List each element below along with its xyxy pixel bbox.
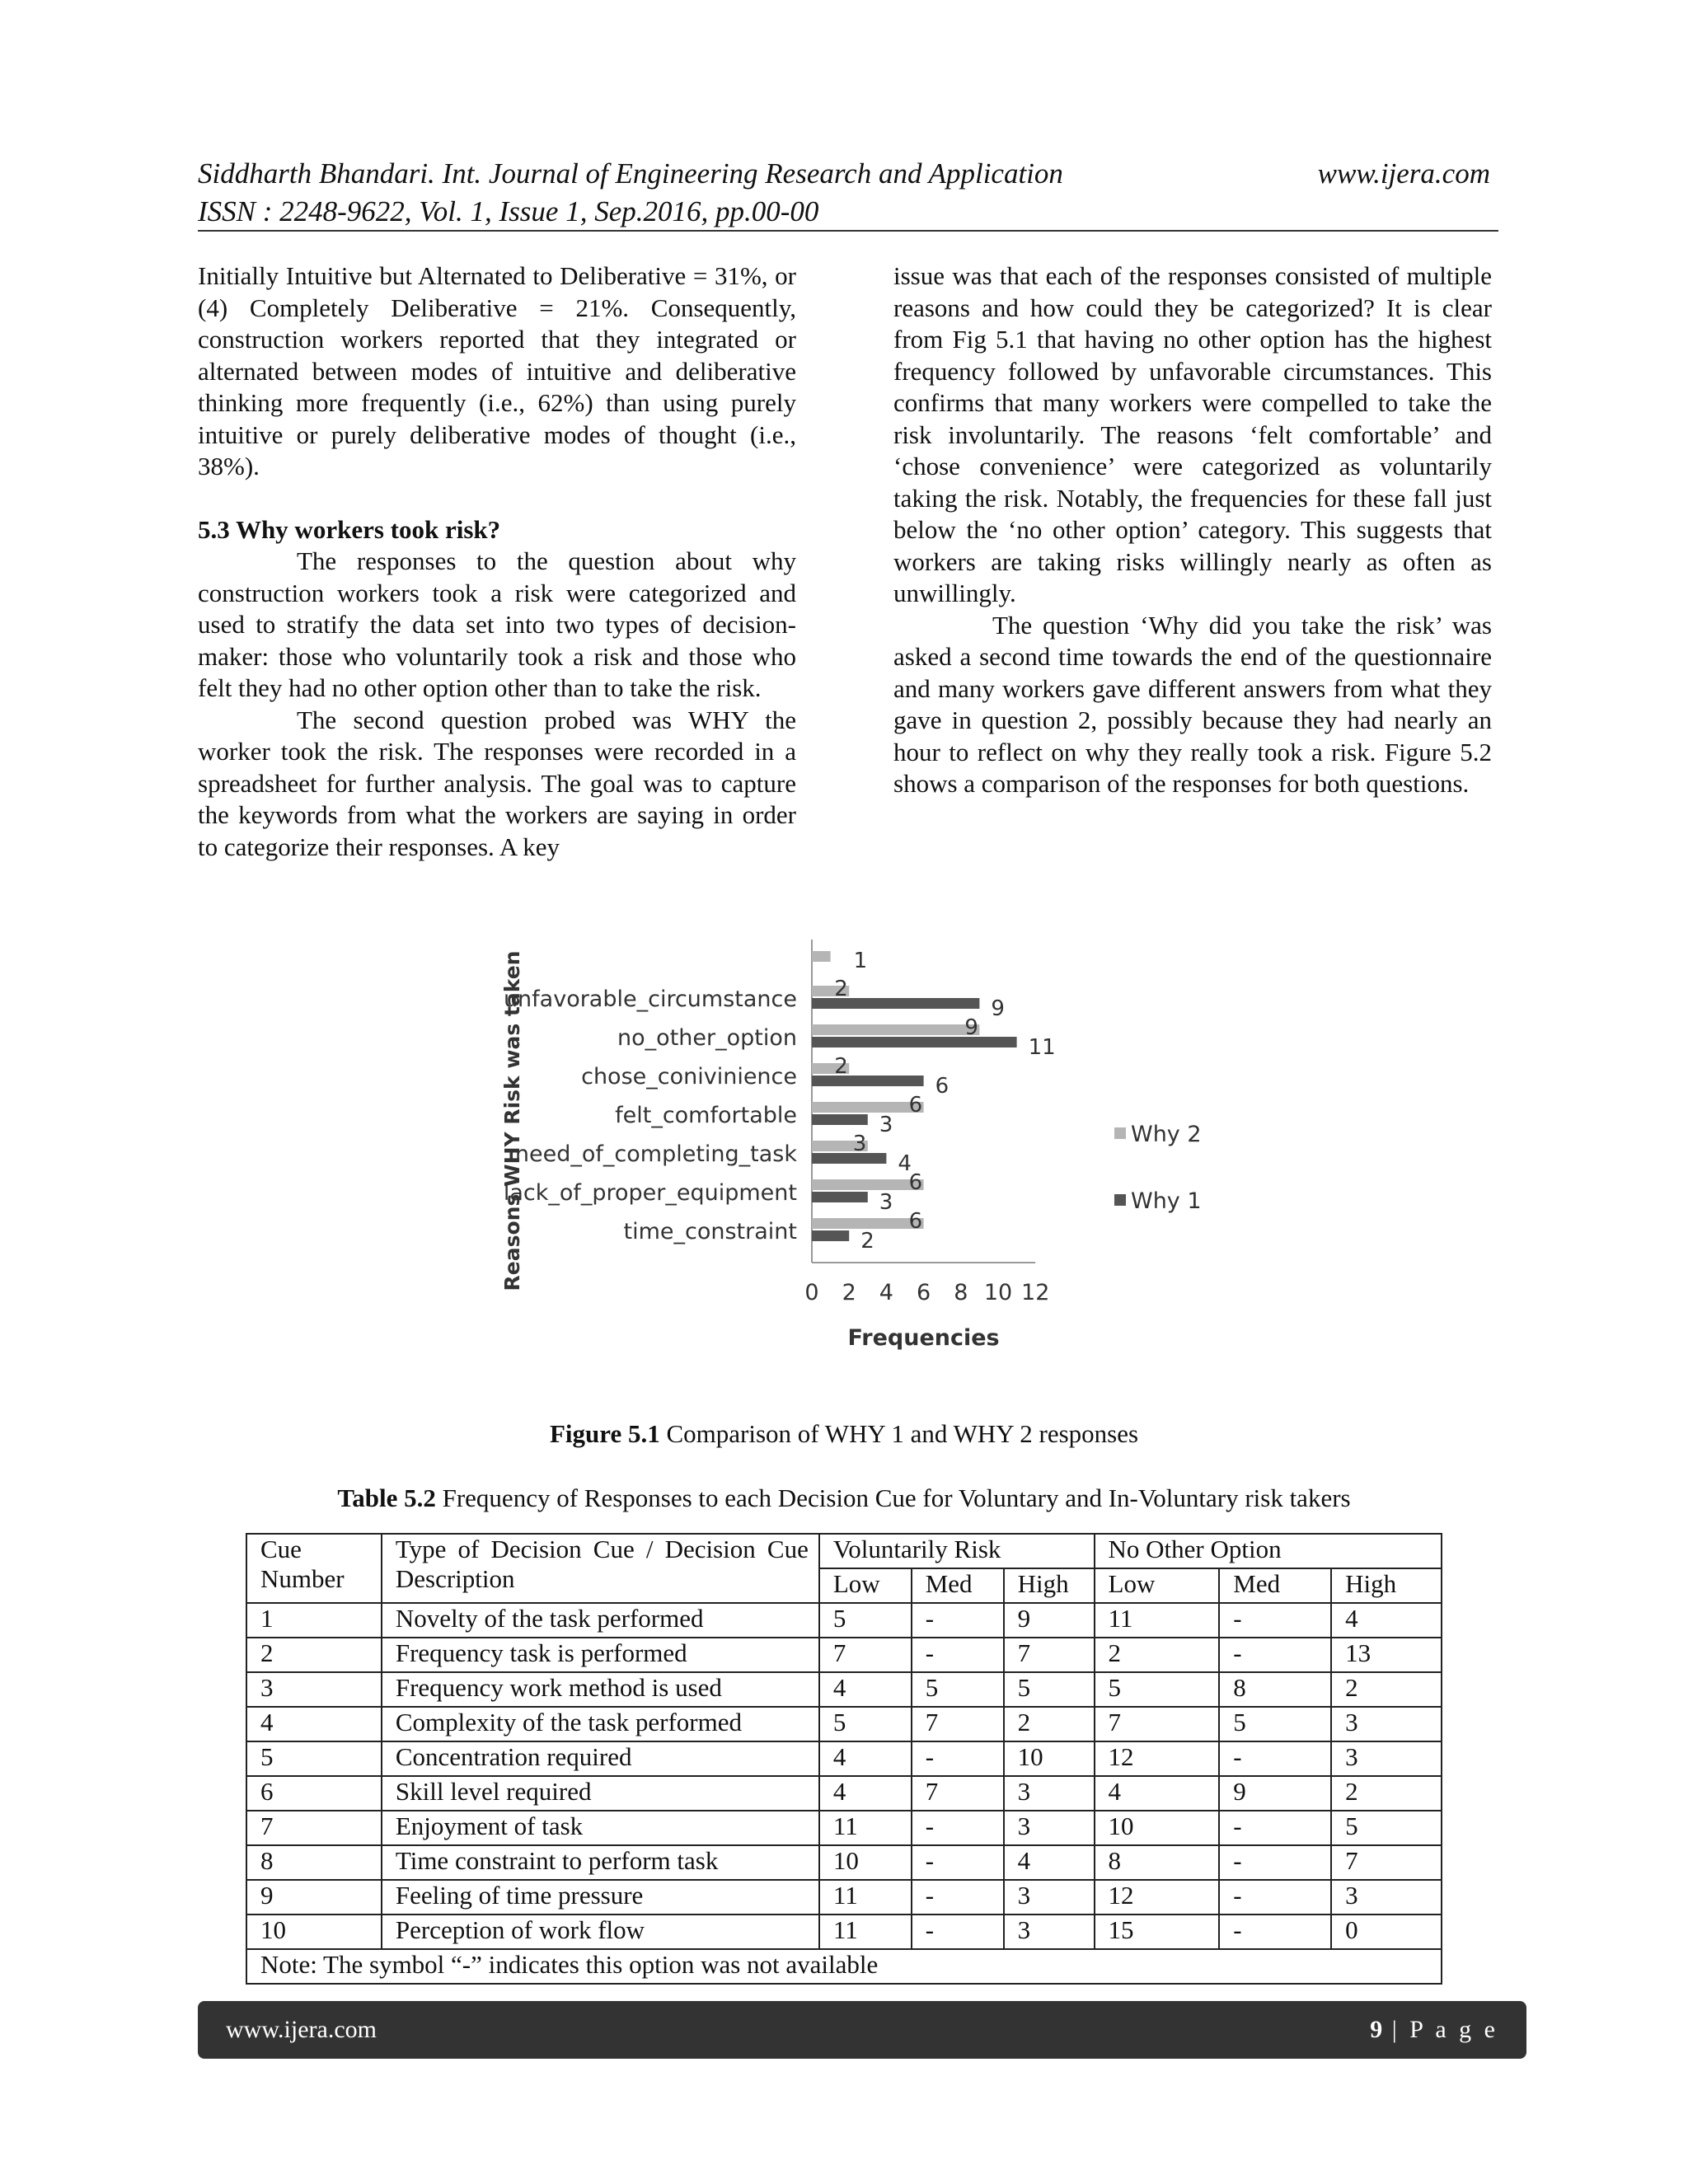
table-cell: 12 <box>1095 1880 1220 1915</box>
table-cell: - <box>1219 1880 1331 1915</box>
table-cell: - <box>912 1915 1004 1949</box>
table-cell: - <box>912 1741 1004 1776</box>
table-cell: 9 <box>1219 1776 1331 1811</box>
table-cell: 3 <box>246 1672 382 1707</box>
header-vol-high: High <box>1004 1568 1095 1603</box>
bar-label: 2 <box>860 1229 874 1254</box>
table-cell: 10 <box>1004 1741 1095 1776</box>
table-cell: 8 <box>246 1845 382 1880</box>
legend-label-why1: Why 1 <box>1131 1188 1202 1214</box>
header-cue-type: Type of Decision Cue / Decision Cue Description <box>382 1534 819 1603</box>
table-cell: 4 <box>819 1741 912 1776</box>
x-tick-label: 0 <box>804 1280 819 1305</box>
table-cell: Complexity of the task performed <box>382 1707 819 1741</box>
table-row <box>246 1741 1442 1776</box>
table-cell: 5 <box>1219 1707 1331 1741</box>
table-cell: 6 <box>246 1776 382 1811</box>
table-cell: 8 <box>1095 1845 1220 1880</box>
footer-website[interactable]: www.ijera.com <box>226 2016 377 2043</box>
table-cell: 0 <box>1331 1915 1442 1949</box>
header-vol-low: Low <box>819 1568 912 1603</box>
table-cell: 5 <box>819 1707 912 1741</box>
header-noopt-high: High <box>1331 1568 1442 1603</box>
table-cell: 13 <box>1331 1638 1442 1672</box>
table-row <box>246 1776 1442 1811</box>
table-cell: Time constraint to perform task <box>382 1845 819 1880</box>
table-cell: 11 <box>1095 1603 1220 1638</box>
bar-label: 11 <box>1028 1035 1056 1060</box>
category-label: need_of_completing_task <box>514 1141 797 1167</box>
table-cell: 4 <box>819 1672 912 1707</box>
figure-caption <box>0 1419 1688 1449</box>
category-label: no_other_option <box>617 1025 797 1051</box>
table-cell: 5 <box>912 1672 1004 1707</box>
table-cell: - <box>912 1845 1004 1880</box>
x-tick-label: 4 <box>879 1280 893 1305</box>
x-tick-label: 6 <box>917 1280 931 1305</box>
table-cell: 5 <box>246 1741 382 1776</box>
table-cell: - <box>1219 1915 1331 1949</box>
bar-label: 3 <box>852 1132 867 1156</box>
page-footer <box>198 2001 1526 2059</box>
table-row <box>246 1603 1442 1638</box>
table-cell: - <box>1219 1741 1331 1776</box>
bar-why1 <box>812 1114 868 1125</box>
table-cell: - <box>912 1603 1004 1638</box>
bar-why1 <box>812 1230 849 1241</box>
right-paragraph-2: The question ‘Why did you take the risk’ was asked a second time towards the end of the questionnaire and many workers gave different answers from what they gave in question 2, possibly because they had nearly an hour to reflect on why they really took a risk. Figure 5.2 shows a comparison of the responses for both questions. <box>893 610 1492 798</box>
table-cell: Concentration required <box>382 1741 819 1776</box>
table-cell: 3 <box>1004 1915 1095 1949</box>
table-cell: 11 <box>819 1915 912 1949</box>
table-cell: 2 <box>1095 1638 1220 1672</box>
x-tick-label: 12 <box>1021 1280 1050 1305</box>
x-tick-label: 2 <box>842 1280 856 1305</box>
table-cell: 3 <box>1331 1741 1442 1776</box>
y-axis-title: Reasons WHY Risk was taken <box>500 950 524 1291</box>
bar-label: 6 <box>908 1209 923 1234</box>
bar-why2-top <box>812 951 831 962</box>
header-voluntarily-risk: Voluntarily Risk <box>819 1534 1095 1568</box>
header-cue-number: Cue Number <box>246 1534 382 1603</box>
table-caption-text: Frequency of Responses to each Decision Cue for Voluntary and In-Voluntary risk takers <box>435 1483 1351 1512</box>
section-heading: 5.3 Why workers took risk? <box>198 514 501 544</box>
table-cell: 10 <box>819 1845 912 1880</box>
bar-label: 6 <box>908 1093 923 1118</box>
category-label: lack_of_proper_equipment <box>503 1180 797 1206</box>
table-row <box>246 1707 1442 1741</box>
header-noopt-low: Low <box>1095 1568 1220 1603</box>
bar-why1 <box>812 1076 924 1086</box>
table-cell: 7 <box>819 1638 912 1672</box>
table-cell: 10 <box>246 1915 382 1949</box>
table-cell: 2 <box>1331 1776 1442 1811</box>
table-cell: 4 <box>819 1776 912 1811</box>
table-cell: 4 <box>1331 1603 1442 1638</box>
table-cell: - <box>912 1811 1004 1845</box>
bar-why1 <box>812 1192 868 1202</box>
bar-why2 <box>812 1024 979 1035</box>
left-column <box>198 260 796 863</box>
table-note: Note: The symbol “-” indicates this option was not available <box>246 1949 1442 1984</box>
decision-cue-table <box>246 1533 1442 1985</box>
page-number: 9 <box>1370 2016 1383 2043</box>
bar-label: 9 <box>991 996 1005 1021</box>
table-cell: 3 <box>1331 1707 1442 1741</box>
table-cell: Novelty of the task performed <box>382 1603 819 1638</box>
bar-why2 <box>812 1102 924 1113</box>
legend-swatch-why1 <box>1114 1194 1126 1206</box>
table-cell: Skill level required <box>382 1776 819 1811</box>
bar-label: 9 <box>964 1015 978 1040</box>
header-no-other-option: No Other Option <box>1095 1534 1442 1568</box>
table-cell: 3 <box>1331 1880 1442 1915</box>
header-noopt-med: Med <box>1219 1568 1331 1603</box>
table-cell: - <box>1219 1811 1331 1845</box>
table-cell: 7 <box>246 1811 382 1845</box>
table-caption <box>0 1483 1688 1513</box>
category-label: chose_conivinience <box>581 1064 797 1090</box>
bar-label: 1 <box>853 949 868 973</box>
table-cell: Feeling of time pressure <box>382 1880 819 1915</box>
running-header <box>198 155 1490 231</box>
table-cell: 7 <box>1331 1845 1442 1880</box>
table-cell: - <box>1219 1603 1331 1638</box>
table-cell: 1 <box>246 1603 382 1638</box>
table-cell: Enjoyment of task <box>382 1811 819 1845</box>
page-label: | P a g e <box>1382 2016 1498 2043</box>
category-label: unfavorable_circumstance <box>503 987 797 1012</box>
table-cell: 5 <box>1331 1811 1442 1845</box>
bar-why2 <box>812 1218 924 1229</box>
table-cell: 9 <box>246 1880 382 1915</box>
table-cell: - <box>912 1880 1004 1915</box>
category-label: time_constraint <box>623 1219 797 1244</box>
table-cell: 5 <box>1095 1672 1220 1707</box>
table-cell: Frequency work method is used <box>382 1672 819 1707</box>
figure-caption-label: Figure 5.1 <box>549 1419 660 1448</box>
table-cell: 9 <box>1004 1603 1095 1638</box>
left-paragraph-2: The responses to the question about why construction workers took a risk were categorized and used to stratify the data set into two types of decision-maker: those who voluntarily took a risk and those who felt they had no other option other than to take the risk. <box>198 546 796 702</box>
journal-title: Siddharth Bhandari. Int. Journal of Engineering Research and Application <box>198 157 1063 190</box>
table-row <box>246 1811 1442 1845</box>
table-cell: 3 <box>1004 1811 1095 1845</box>
table-cell: 3 <box>1004 1880 1095 1915</box>
table-cell: 2 <box>246 1638 382 1672</box>
table-note-row <box>246 1949 1442 1984</box>
bar-why1 <box>812 1153 886 1164</box>
table-cell: 5 <box>1004 1672 1095 1707</box>
table-cell: 5 <box>819 1603 912 1638</box>
header-divider <box>198 230 1498 232</box>
table-cell: 11 <box>819 1811 912 1845</box>
bar-why2 <box>812 1179 924 1190</box>
table-row <box>246 1880 1442 1915</box>
table-cell: 7 <box>912 1707 1004 1741</box>
table-cell: 10 <box>1095 1811 1220 1845</box>
bar-label: 4 <box>898 1151 912 1176</box>
left-paragraph-3: The second question probed was WHY the worker took the risk. The responses were recorded in a spreadsheet for further analysis. The goal was to capture the keywords from what the workers are saying in order to categorize their responses. A key <box>198 705 796 861</box>
figure-caption-text: Comparison of WHY 1 and WHY 2 responses <box>659 1419 1139 1448</box>
table-cell: - <box>1219 1638 1331 1672</box>
bar-label: 6 <box>908 1170 923 1195</box>
table-cell: 11 <box>819 1880 912 1915</box>
table-cell: 4 <box>1095 1776 1220 1811</box>
table-cell: Frequency task is performed <box>382 1638 819 1672</box>
table-cell: 3 <box>1004 1776 1095 1811</box>
table-cell: 2 <box>1004 1707 1095 1741</box>
right-column <box>893 260 1492 800</box>
table-caption-label: Table 5.2 <box>337 1483 436 1512</box>
table-cell: Perception of work flow <box>382 1915 819 1949</box>
legend-label-why2: Why 2 <box>1131 1122 1202 1147</box>
bar-label: 2 <box>834 1054 848 1079</box>
table-row <box>246 1845 1442 1880</box>
header-vol-med: Med <box>912 1568 1004 1603</box>
x-axis-title: Frequencies <box>847 1325 1000 1351</box>
bar-label: 3 <box>879 1190 893 1215</box>
table-row <box>246 1915 1442 1949</box>
table-cell: 4 <box>246 1707 382 1741</box>
bar-label: 3 <box>879 1113 893 1137</box>
journal-website[interactable]: www.ijera.com <box>1317 157 1490 190</box>
footer-page <box>1370 2016 1498 2044</box>
figure-5-1-chart <box>495 940 1203 1368</box>
bar-why1 <box>812 1037 1017 1047</box>
table-cell: 7 <box>1004 1638 1095 1672</box>
table-cell: - <box>1219 1845 1331 1880</box>
left-paragraph-1: Initially Intuitive but Alternated to Deliberative = 31%, or (4) Completely Deliberative = 21%. Consequently, construction workers reported that they integrated or alternated between modes of intuitive and deliberative thinking more frequently (i.e., 62%) than using purely intuitive or purely deliberative modes of thought (i.e., 38%). <box>198 261 796 480</box>
bar-label: 2 <box>834 977 848 1001</box>
table-cell: 2 <box>1331 1672 1442 1707</box>
table-cell: 8 <box>1219 1672 1331 1707</box>
table-cell: 7 <box>912 1776 1004 1811</box>
right-paragraph-1: issue was that each of the responses consisted of multiple reasons and how could they be categorized? It is clear from Fig 5.1 that having no other option has the highest frequency followed by unfavorable circumstances. This confirms that many workers were compelled to take the risk involuntarily. The reasons ‘felt comfortable’ and ‘chose convenience’ were categorized as voluntarily taking the risk. Notably, the frequencies for these fall just below the ‘no other option’ category. This suggests that workers are taking risks willingly nearly as often as unwillingly. <box>893 261 1492 607</box>
table-row <box>246 1638 1442 1672</box>
legend-swatch-why2 <box>1114 1127 1126 1139</box>
table-cell: 4 <box>1004 1845 1095 1880</box>
table-cell: 7 <box>1095 1707 1220 1741</box>
bar-label: 6 <box>935 1074 950 1099</box>
table-header-row-1 <box>246 1534 1442 1568</box>
x-tick-label: 8 <box>954 1280 968 1305</box>
table-cell: 12 <box>1095 1741 1220 1776</box>
table-cell: - <box>912 1638 1004 1672</box>
table-cell: 15 <box>1095 1915 1220 1949</box>
issn-line: ISSN : 2248-9622, Vol. 1, Issue 1, Sep.2016, pp.00-00 <box>198 195 819 227</box>
x-tick-label: 10 <box>983 1280 1013 1305</box>
category-label: felt_comfortable <box>615 1103 797 1128</box>
table-row <box>246 1672 1442 1707</box>
